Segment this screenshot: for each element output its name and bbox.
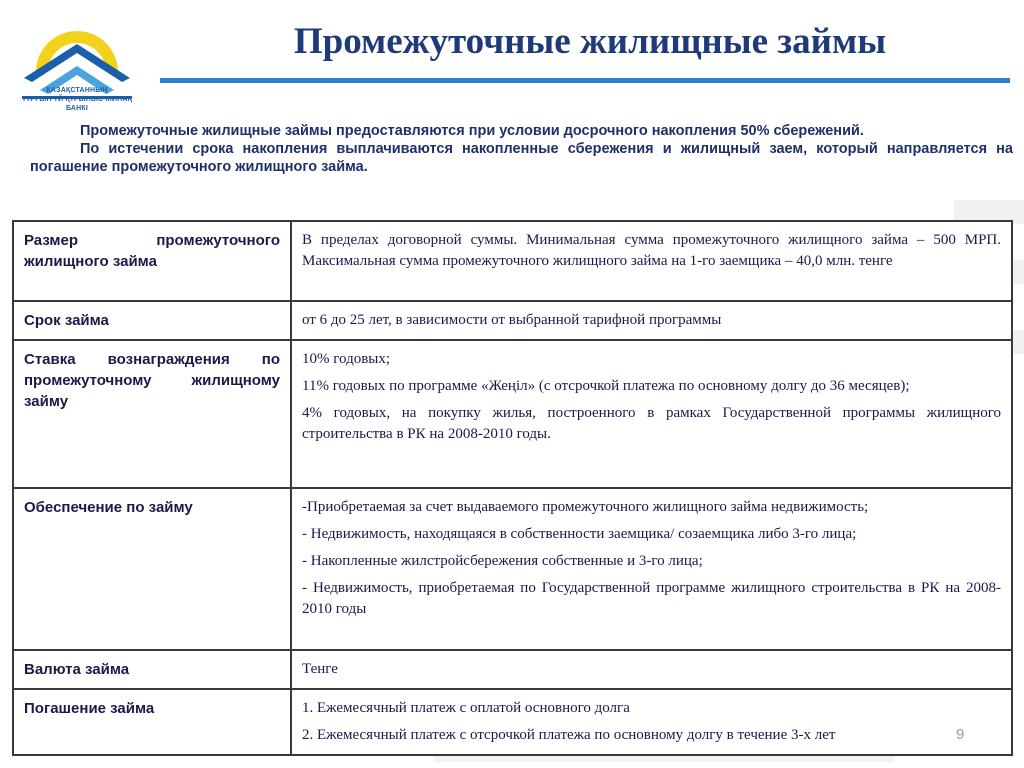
- row-label: Валюта займа: [13, 650, 291, 689]
- row-value: [291, 340, 1012, 488]
- value-line: 2. Ежемесячный платеж с отсрочкой платежа по основному долгу в течение 3-х лет: [302, 727, 836, 743]
- row-label: Ставка вознаграждения по промежуточному жилищному займу: [13, 340, 291, 488]
- title-underline: [160, 78, 1010, 83]
- loan-terms-table: [12, 220, 1013, 756]
- logo-caption: [14, 86, 140, 113]
- logo-caption-line1: ҚАЗАҚСТАННЫҢ: [46, 87, 108, 94]
- intro-paragraph: По истечении срока накопления выплачиваются накопленные сбережения и жилищный заем, который направляется на погашение промежуточного жилищного займа.: [30, 141, 1013, 175]
- page-title: Промежуточные жилищные займы: [293, 21, 887, 62]
- value-line: Тенге: [302, 661, 338, 677]
- value-line: 4% годовых, на покупку жилья, построенного в рамках Государственной программы жилищного строительства в РК на 2008-2010 годы.: [302, 405, 1001, 442]
- value-line: В пределах договорной суммы. Минимальная сумма промежуточного жилищного займа – 500 МРП. Максимальная сумма промежуточного жилищного займа на 1-го заемщика – 40,0 млн. тенге: [302, 232, 1001, 269]
- value-line: 10% годовых;: [302, 351, 391, 367]
- row-label: Погашение займа: [13, 689, 291, 755]
- value-line: - Недвижимость, приобретаемая по Государственной программе жилищного строительства в РК на 2008-2010 годы: [302, 580, 1001, 617]
- value-line: 1. Ежемесячный платеж с оплатой основного долга: [302, 700, 630, 716]
- row-value: [291, 221, 1012, 301]
- value-line: -Приобретаемая за счет выдаваемого промежуточного жилищного займа недвижимость;: [302, 499, 869, 515]
- value-line: - Накопленные жилстройсбережения собственные и 3-го лица;: [302, 553, 703, 569]
- table-row: [13, 650, 1012, 689]
- intro-paragraph: Промежуточные жилищные займы предоставляются при условии досрочного накопления 50% сбережений.: [80, 123, 864, 139]
- table-row: [13, 689, 1012, 755]
- row-value: [291, 650, 1012, 689]
- row-label: Размер промежуточного жилищного займа: [13, 221, 291, 301]
- logo-caption-line2: ТҰРҒЫН ҮЙ ҚҰРЫЛЫС ЖИНАҚ БАНКІ: [21, 96, 133, 112]
- intro-text: [30, 122, 1013, 176]
- table-row: [13, 221, 1012, 301]
- table-row: [13, 301, 1012, 340]
- value-line: от 6 до 25 лет, в зависимости от выбранной тарифной программы: [302, 312, 722, 328]
- row-value: [291, 488, 1012, 650]
- table-row: [13, 488, 1012, 650]
- row-label: Срок займа: [13, 301, 291, 340]
- page-number: 9: [956, 726, 965, 743]
- value-line: 11% годовых по программе «Жеңіл» (с отсрочкой платежа по основному долгу до 36 месяцев);: [302, 378, 910, 394]
- row-label: Обеспечение по займу: [13, 488, 291, 650]
- value-line: - Недвижимость, находящаяся в собственности заемщика/ созаемщика либо 3-го лица;: [302, 526, 857, 542]
- row-value: [291, 689, 1012, 755]
- row-value: [291, 301, 1012, 340]
- table-row: [13, 340, 1012, 488]
